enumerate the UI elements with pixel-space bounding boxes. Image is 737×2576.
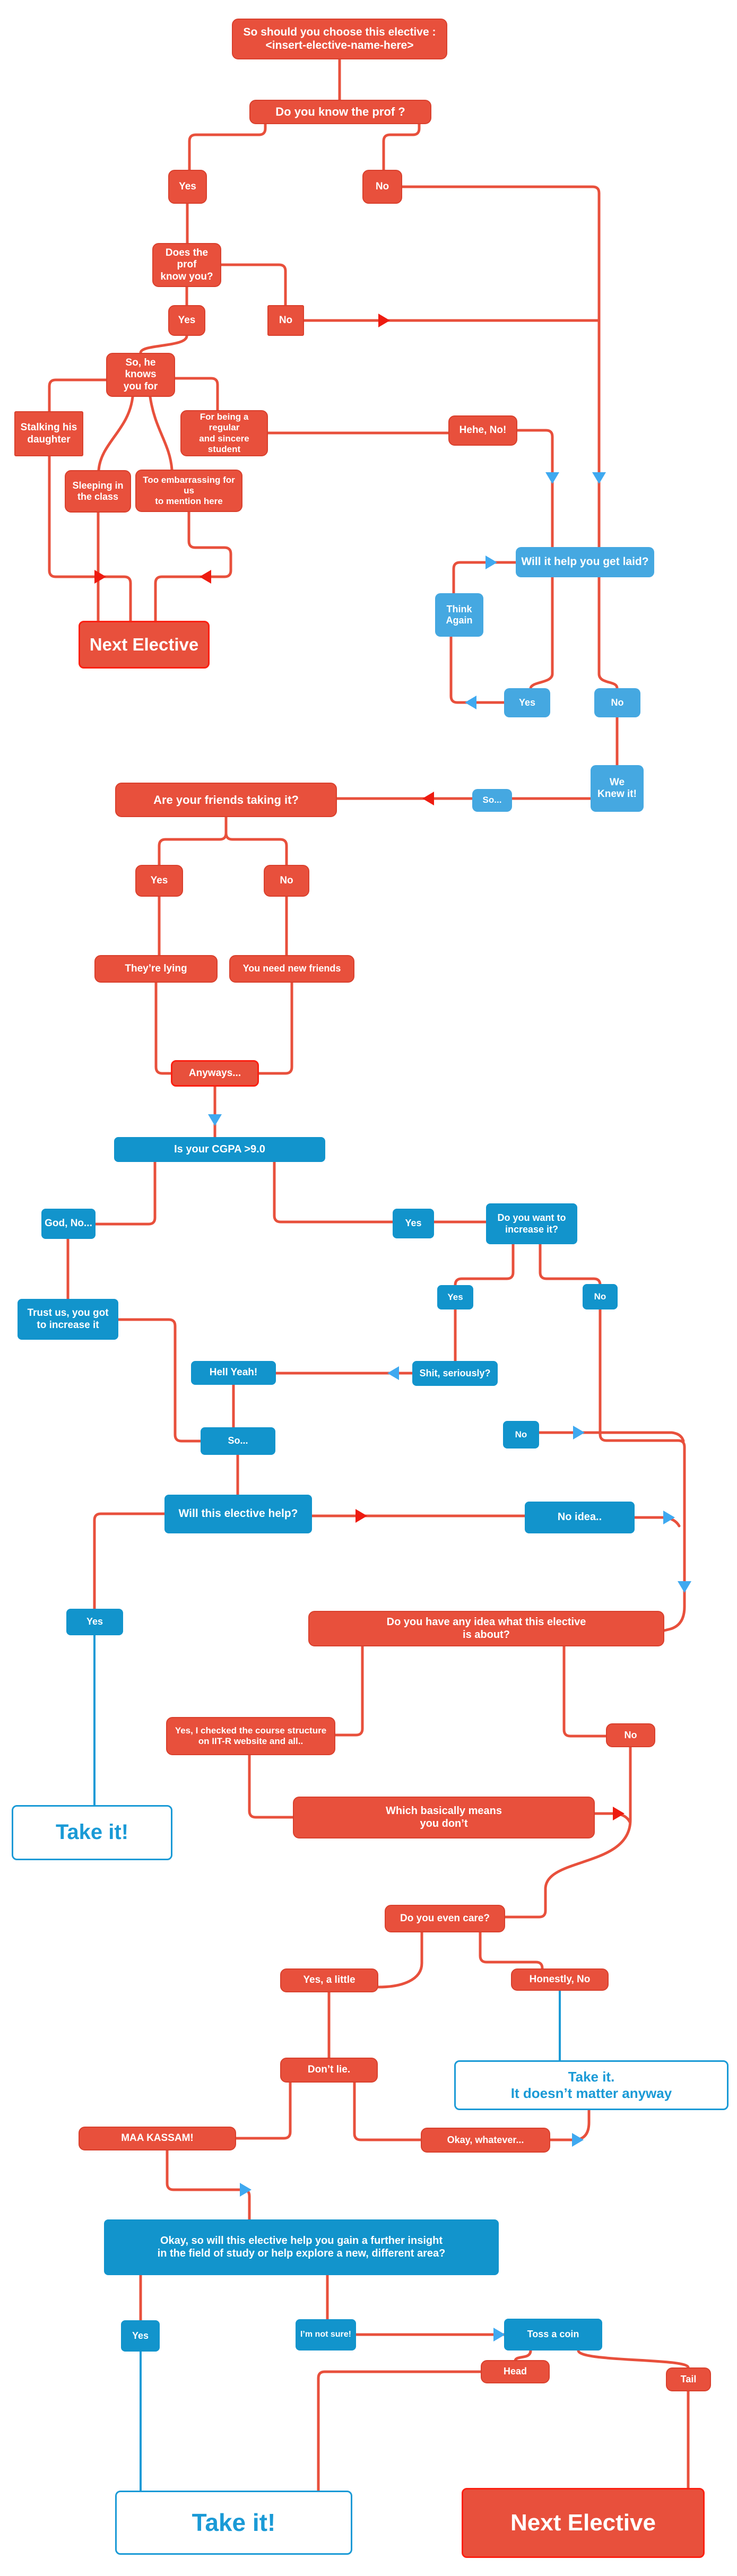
node-label: No	[375, 180, 389, 192]
node-label: Don’t lie.	[307, 2064, 351, 2076]
node-label: Head	[503, 2366, 527, 2377]
node-label: Do you have any idea what this elective	[386, 1616, 586, 1628]
node-label: Toss a coin	[527, 2329, 579, 2340]
connector-line	[118, 1320, 201, 1441]
anyways	[171, 1060, 259, 1087]
connector-line	[595, 1814, 630, 1822]
node-label: Yes	[518, 697, 536, 708]
node-label: Yes	[179, 180, 196, 192]
node-label: Okay, so will this elective help you gain a further insight	[160, 2234, 443, 2247]
okay-whatever	[421, 2128, 550, 2153]
blue-arrowhead-icon	[387, 1366, 399, 1380]
node-label: you don’t	[420, 1817, 468, 1829]
no-know-prof	[362, 170, 402, 204]
node-label: Does the prof	[165, 247, 209, 271]
connector-line	[221, 265, 285, 305]
node-label: You need new friends	[242, 963, 341, 974]
connector-line	[167, 2150, 249, 2219]
red-arrowhead-icon	[200, 570, 211, 584]
trust-us	[18, 1299, 118, 1340]
node-label: No	[280, 874, 293, 886]
start-question	[232, 19, 447, 59]
connector-line	[189, 124, 265, 170]
node-label: So...	[482, 795, 502, 805]
connector-line	[155, 512, 231, 621]
shit-seriously	[412, 1361, 498, 1386]
node-label: Take it!	[192, 2509, 276, 2537]
yes-know-prof	[168, 170, 207, 204]
dont-lie	[280, 2058, 378, 2083]
sleeping-class	[65, 470, 131, 513]
even-care	[385, 1905, 505, 1932]
will-help	[164, 1495, 312, 1533]
hehe-no	[448, 415, 517, 446]
no-prof-knows	[267, 305, 304, 336]
node-label: No	[279, 314, 293, 326]
node-label: daughter	[27, 433, 71, 445]
node-label: Next Elective	[89, 634, 199, 654]
maa-kassam	[79, 2127, 236, 2150]
connector-line	[226, 833, 287, 865]
friends-taking	[115, 783, 337, 817]
not-sure	[296, 2319, 356, 2351]
no-laid	[594, 688, 640, 717]
connector-line	[236, 2083, 290, 2138]
node-label: Again	[446, 615, 473, 626]
node-label: No	[594, 1291, 606, 1302]
node-label: Take it!	[55, 1820, 129, 1844]
node-label: you for	[123, 380, 158, 392]
connector-line	[175, 378, 218, 410]
node-label: Next Elective	[510, 2510, 656, 2536]
node-label: Do you know the prof ?	[275, 105, 405, 119]
need-new-friends	[229, 955, 354, 983]
too-embarrassing	[135, 470, 242, 512]
node-label: So...	[228, 1435, 248, 1446]
node-label: Which basically means	[386, 1805, 502, 1817]
head	[481, 2360, 550, 2383]
node-label: No	[611, 697, 624, 708]
node-label: Shit, seriously?	[419, 1367, 491, 1378]
node-label: Yes	[178, 314, 196, 326]
node-label: Yes	[86, 1616, 103, 1627]
node-label: Anyways...	[188, 1067, 241, 1079]
blue-arrowhead-icon	[592, 472, 606, 484]
yes-final	[121, 2320, 160, 2352]
node-label: on IIT-R website and all..	[198, 1736, 304, 1746]
connector-line	[159, 817, 226, 865]
node-label: It doesn’t matter anyway	[510, 2085, 672, 2101]
red-arrowhead-icon	[613, 1807, 625, 1820]
node-label: Do you even care?	[400, 1912, 490, 1924]
yes-prof-knows	[168, 305, 205, 336]
big-question	[104, 2219, 499, 2275]
checked-website	[166, 1717, 335, 1755]
node-label: God, No...	[45, 1218, 92, 1229]
connector-line	[550, 2110, 589, 2140]
connector-line	[99, 397, 133, 470]
knows-you-for	[106, 353, 175, 397]
connector-line	[378, 1932, 422, 1987]
node-label: I’m not sure!	[300, 2330, 351, 2339]
node-label: Okay, whatever...	[447, 2134, 524, 2145]
node-label: So, he knows	[125, 357, 157, 380]
node-label: Think	[446, 603, 472, 614]
take-it-2	[115, 2491, 352, 2555]
next-elective-1	[79, 621, 210, 669]
connector-line	[274, 1162, 393, 1222]
node-label: Sleeping in	[72, 480, 124, 491]
node-label: Honestly, No	[529, 1973, 591, 1985]
node-label: Yes, a little	[303, 1974, 356, 1986]
any-idea	[308, 1611, 664, 1646]
yes-laid	[504, 688, 550, 717]
connector-line	[150, 397, 172, 470]
blue-arrowhead-icon	[678, 1581, 691, 1593]
blue-arrowhead-icon	[572, 2133, 584, 2147]
node-label: Yes	[405, 1218, 422, 1229]
connector-line	[454, 562, 516, 593]
blue-arrowhead-icon	[573, 1426, 585, 1439]
blue-arrowhead-icon	[485, 556, 497, 569]
node-label: <insert-elective-name-here>	[265, 39, 414, 51]
node-label: No	[515, 1429, 527, 1439]
connector-line	[451, 637, 504, 702]
blue-arrowhead-icon	[493, 2328, 505, 2341]
node-label: Knew it!	[597, 788, 637, 800]
node-label: Are your friends taking it?	[153, 793, 299, 806]
regular-student	[180, 410, 268, 456]
node-label: to mention here	[155, 496, 223, 507]
node-label: know you?	[160, 271, 213, 282]
connector-line	[94, 1514, 164, 1609]
connector-line	[455, 1244, 513, 1285]
connector-line	[141, 336, 187, 353]
cgpa	[114, 1137, 325, 1162]
stalking-daughter	[14, 411, 83, 456]
node-label: Stalking his	[20, 422, 77, 433]
we-knew-it	[591, 765, 644, 812]
red-arrowhead-icon	[356, 1509, 367, 1523]
node-label: Hehe, No!	[459, 424, 507, 436]
node-label: Yes	[132, 2330, 149, 2341]
yes-cgpa	[393, 1209, 434, 1238]
get-laid	[516, 547, 654, 577]
node-label: is about?	[463, 1628, 510, 1641]
red-arrowhead-icon	[422, 792, 434, 805]
node-label: Too embarrassing for us	[143, 474, 235, 496]
node-label: Take it.	[568, 2069, 615, 2085]
connector-line	[600, 1309, 684, 1630]
so-1	[472, 789, 512, 812]
node-label: Do you want to	[497, 1212, 566, 1224]
no-checked	[606, 1723, 655, 1747]
node-label: Yes, I checked the course structure	[175, 1725, 327, 1736]
node-label: Will this elective help?	[178, 1507, 298, 1520]
connector-line	[354, 2083, 421, 2140]
no-shit	[503, 1421, 539, 1449]
blue-arrowhead-icon	[465, 696, 476, 709]
node-label: MAA KASSAM!	[121, 2132, 194, 2144]
node-label: Hell Yeah!	[209, 1367, 258, 1378]
connector-line	[384, 124, 419, 170]
basically-dont	[293, 1797, 595, 1838]
no-friends	[264, 865, 309, 897]
red-arrowhead-icon	[378, 314, 390, 327]
connector-line	[259, 983, 292, 1073]
node-label: Yes	[150, 874, 168, 886]
node-label: the class	[77, 491, 119, 502]
node-label: Tail	[680, 2373, 697, 2384]
tail	[666, 2367, 711, 2391]
next-elective-2	[462, 2488, 705, 2558]
blue-arrowhead-icon	[545, 472, 559, 484]
node-label: increase it?	[505, 1224, 559, 1235]
blue-arrowhead-icon	[663, 1511, 675, 1524]
connector-line	[335, 1646, 362, 1735]
connector-line	[564, 1646, 606, 1736]
node-label: to increase it	[37, 1319, 99, 1331]
node-label: Will it help you get laid?	[521, 556, 649, 568]
so-2	[201, 1427, 275, 1455]
honestly-no	[511, 1968, 609, 1991]
take-it-anyway	[454, 2060, 729, 2110]
connector-line	[599, 320, 617, 688]
want-increase	[486, 1203, 577, 1244]
node-label: in the field of study or help explore a new, different area?	[157, 2247, 446, 2259]
prof-know-you	[152, 243, 221, 287]
node-label: For being a regular	[200, 412, 249, 433]
connector-line	[540, 1244, 600, 1285]
node-label: They’re lying	[125, 962, 187, 974]
red-arrowhead-icon	[94, 570, 106, 584]
node-label: Yes	[447, 1291, 463, 1302]
yes-increase	[437, 1285, 473, 1309]
toss-coin	[504, 2319, 602, 2351]
node-label: We	[609, 776, 625, 788]
node-label: Trust us, you got	[27, 1307, 109, 1319]
connector-line	[249, 1755, 293, 1817]
node-label: So should you choose this elective :	[243, 25, 436, 38]
take-it-1	[12, 1805, 172, 1860]
node-label: No idea..	[557, 1511, 602, 1523]
yes-help	[66, 1609, 123, 1635]
connector-line	[515, 2351, 531, 2361]
connector-line	[480, 1932, 542, 1968]
connector-line	[318, 2372, 481, 2491]
theyre-lying	[94, 955, 218, 983]
connector-line	[49, 380, 106, 411]
no-increase	[583, 1284, 618, 1309]
node-label: No	[624, 1729, 637, 1740]
blue-arrowhead-icon	[208, 1114, 222, 1126]
node-label: Is your CGPA >9.0	[174, 1143, 265, 1155]
node-label: and sincere student	[199, 433, 249, 454]
god-no	[41, 1209, 96, 1239]
connector-line	[96, 1162, 155, 1224]
hell-yeah	[191, 1361, 276, 1385]
yes-a-little	[280, 1968, 378, 1992]
connector-line	[402, 187, 599, 320]
yes-friends	[135, 865, 183, 897]
no-idea	[525, 1502, 635, 1533]
connector-line	[578, 2351, 688, 2367]
connector-line	[156, 983, 171, 1073]
know-the-prof	[249, 100, 431, 124]
think-again	[435, 593, 483, 637]
